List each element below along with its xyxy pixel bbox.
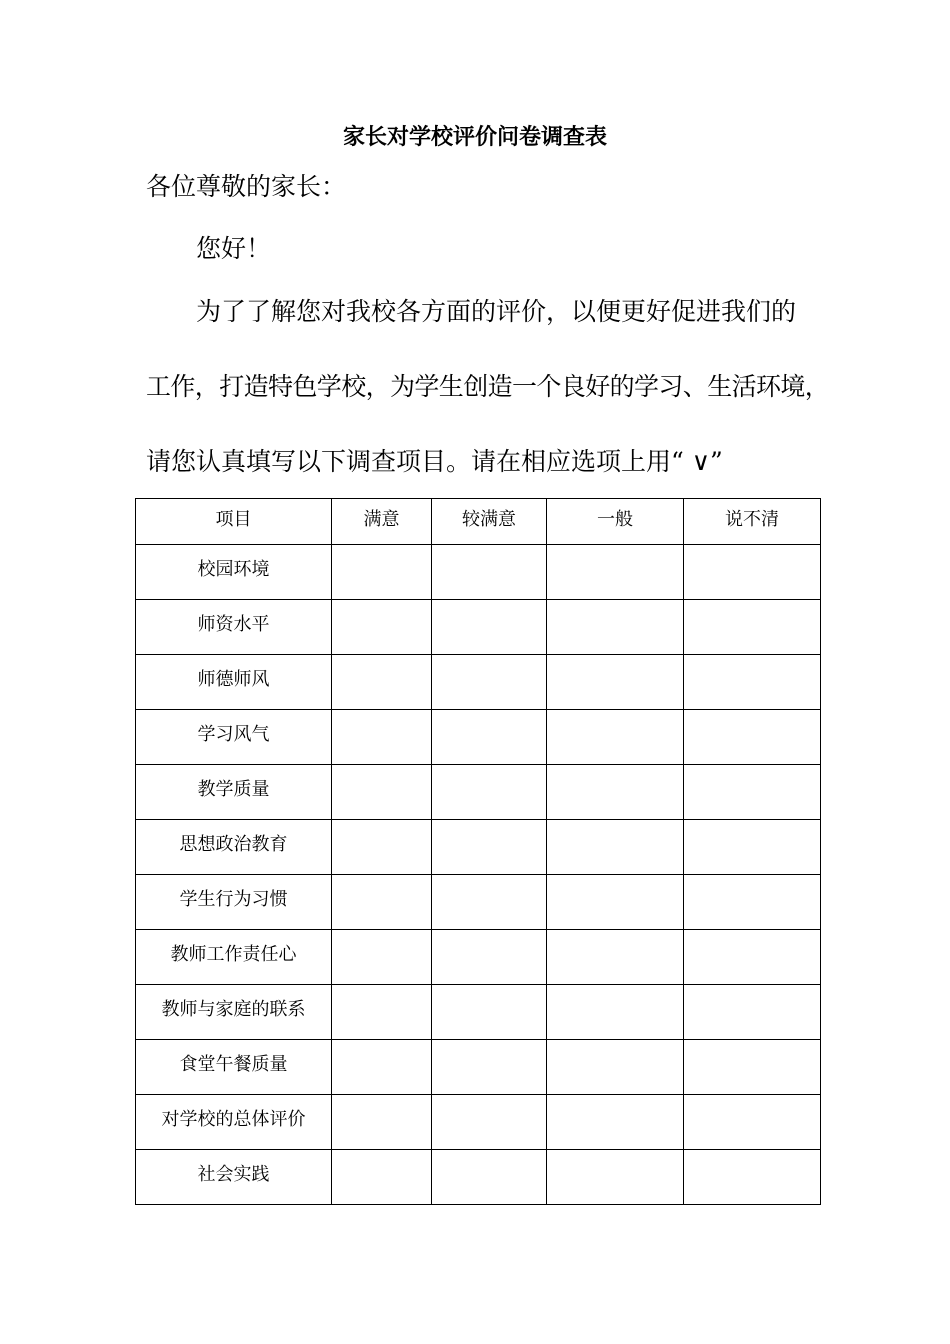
choice-cell-unsure[interactable]	[684, 1150, 821, 1205]
survey-table	[135, 498, 821, 1205]
choice-cell-unsure[interactable]	[684, 820, 821, 875]
header-item: 项目	[136, 499, 332, 545]
header-fairly-satisfied: 较满意	[432, 499, 547, 545]
choice-cell-fairly-satisfied[interactable]	[432, 655, 547, 710]
choice-cell-satisfied[interactable]	[332, 820, 432, 875]
table-row	[136, 545, 821, 600]
item-label: 食堂午餐质量	[136, 1040, 332, 1095]
table-row	[136, 1150, 821, 1205]
choice-cell-average[interactable]	[547, 985, 684, 1040]
choice-cell-fairly-satisfied[interactable]	[432, 1150, 547, 1205]
item-label: 学习风气	[136, 710, 332, 765]
choice-cell-average[interactable]	[547, 1040, 684, 1095]
header-unsure: 说不清	[684, 499, 821, 545]
item-label: 教师工作责任心	[136, 930, 332, 985]
item-label: 学生行为习惯	[136, 875, 332, 930]
table-row	[136, 820, 821, 875]
choice-cell-fairly-satisfied[interactable]	[432, 545, 547, 600]
item-label: 教师与家庭的联系	[136, 985, 332, 1040]
item-label: 对学校的总体评价	[136, 1095, 332, 1150]
choice-cell-average[interactable]	[547, 655, 684, 710]
intro-line-1: 为了了解您对我校各方面的评价，以便更好促进我们的	[196, 297, 797, 326]
choice-cell-average[interactable]	[547, 875, 684, 930]
choice-cell-fairly-satisfied[interactable]	[432, 985, 547, 1040]
choice-cell-fairly-satisfied[interactable]	[432, 600, 547, 655]
choice-cell-fairly-satisfied[interactable]	[432, 710, 547, 765]
choice-cell-average[interactable]	[547, 545, 684, 600]
page-title: 家长对学校评价问卷调查表	[342, 124, 607, 150]
choice-cell-average[interactable]	[547, 765, 684, 820]
choice-cell-fairly-satisfied[interactable]	[432, 875, 547, 930]
table-row	[136, 1040, 821, 1095]
choice-cell-fairly-satisfied[interactable]	[432, 820, 547, 875]
table-row	[136, 875, 821, 930]
header-average: 一般	[547, 499, 684, 545]
item-label: 思想政治教育	[136, 820, 332, 875]
intro-line-2: 工作，打造特色学校，为学生创造一个良好的学习、生活环境，	[146, 372, 830, 401]
choice-cell-average[interactable]	[547, 820, 684, 875]
choice-cell-average[interactable]	[547, 930, 684, 985]
choice-cell-satisfied[interactable]	[332, 1150, 432, 1205]
choice-cell-fairly-satisfied[interactable]	[432, 1040, 547, 1095]
item-label: 社会实践	[136, 1150, 332, 1205]
choice-cell-unsure[interactable]	[684, 600, 821, 655]
choice-cell-average[interactable]	[547, 600, 684, 655]
choice-cell-fairly-satisfied[interactable]	[432, 1095, 547, 1150]
item-label: 师资水平	[136, 600, 332, 655]
choice-cell-satisfied[interactable]	[332, 765, 432, 820]
table-row	[136, 1095, 821, 1150]
item-label: 校园环境	[136, 545, 332, 600]
choice-cell-unsure[interactable]	[684, 765, 821, 820]
salutation: 各位尊敬的家长：	[146, 172, 347, 201]
choice-cell-unsure[interactable]	[684, 1040, 821, 1095]
choice-cell-unsure[interactable]	[684, 545, 821, 600]
choice-cell-satisfied[interactable]	[332, 1040, 432, 1095]
choice-cell-satisfied[interactable]	[332, 930, 432, 985]
choice-cell-average[interactable]	[547, 710, 684, 765]
choice-cell-satisfied[interactable]	[332, 985, 432, 1040]
choice-cell-fairly-satisfied[interactable]	[432, 930, 547, 985]
choice-cell-unsure[interactable]	[684, 1095, 821, 1150]
choice-cell-satisfied[interactable]	[332, 655, 432, 710]
table-row	[136, 765, 821, 820]
choice-cell-satisfied[interactable]	[332, 710, 432, 765]
table-row	[136, 710, 821, 765]
item-label: 师德师风	[136, 655, 332, 710]
choice-cell-unsure[interactable]	[684, 985, 821, 1040]
choice-cell-satisfied[interactable]	[332, 600, 432, 655]
choice-cell-satisfied[interactable]	[332, 545, 432, 600]
table-row	[136, 985, 821, 1040]
choice-cell-fairly-satisfied[interactable]	[432, 765, 547, 820]
choice-cell-unsure[interactable]	[684, 655, 821, 710]
item-label: 教学质量	[136, 765, 332, 820]
header-satisfied: 满意	[332, 499, 432, 545]
intro-line-3: 请您认真填写以下调查项目。请在相应选项上用“ ∨”	[146, 447, 723, 476]
choice-cell-unsure[interactable]	[684, 875, 821, 930]
table-row	[136, 930, 821, 985]
greeting: 您好！	[196, 234, 272, 263]
header-row	[136, 499, 821, 545]
choice-cell-satisfied[interactable]	[332, 875, 432, 930]
choice-cell-unsure[interactable]	[684, 930, 821, 985]
choice-cell-average[interactable]	[547, 1150, 684, 1205]
choice-cell-satisfied[interactable]	[332, 1095, 432, 1150]
choice-cell-average[interactable]	[547, 1095, 684, 1150]
choice-cell-unsure[interactable]	[684, 710, 821, 765]
table-row	[136, 600, 821, 655]
table-row	[136, 655, 821, 710]
